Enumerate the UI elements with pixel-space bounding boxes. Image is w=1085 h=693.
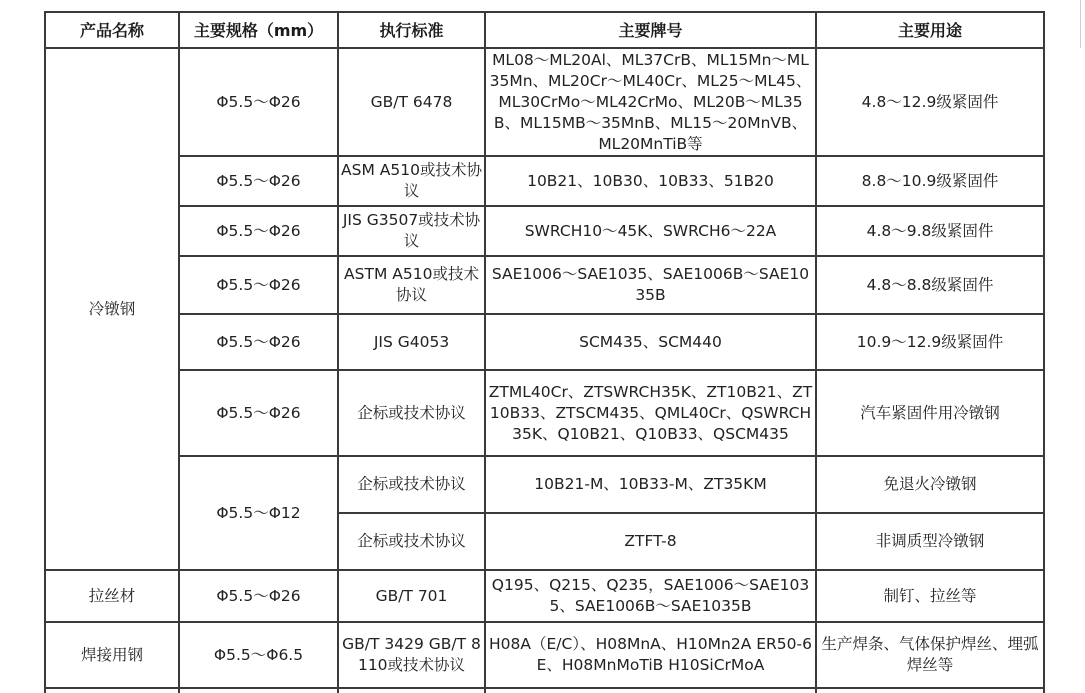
table-row bbox=[45, 456, 1044, 513]
table-header-row bbox=[45, 12, 1044, 48]
group-wire-drawing: 拉丝材 bbox=[45, 570, 179, 622]
cell-grade: ZTML40Cr、ZTSWRCH35K、ZT10B21、ZT10B33、ZTSCM435、QML40Cr、QSWRCH35K、Q10B21、Q10B33、QSCM435 bbox=[485, 370, 816, 456]
table-row bbox=[45, 370, 1044, 456]
cell-use: 4.8～9.8级紧固件 bbox=[816, 206, 1044, 256]
cell-grade: SWRCH10～45K、SWRCH6～22A bbox=[485, 206, 816, 256]
cell-standard: GB/T 3429 GB/T 8110或技术协议 bbox=[338, 622, 485, 688]
cell-grade: H08A（E/C）、H08MnA、H10Mn2A ER50-6E、H08MnMoTiB H10SiCrMoA bbox=[485, 622, 816, 688]
cell-use: 10.9～12.9级紧固件 bbox=[816, 314, 1044, 370]
cell-spec: Φ5.5～Φ26 bbox=[179, 370, 338, 456]
cell-use: 4.8～8.8级紧固件 bbox=[816, 256, 1044, 314]
cell-grade: ZTFT-8 bbox=[485, 513, 816, 570]
cell-spec: Φ5.5～Φ26 bbox=[179, 570, 338, 622]
header-spec: 主要规格（mm） bbox=[179, 12, 338, 48]
cell-use: 免退火冷镦钢 bbox=[816, 456, 1044, 513]
cell-spec: Φ5.5～Φ12 bbox=[179, 456, 338, 570]
cell-spec: Φ5.5～Φ26 bbox=[179, 156, 338, 206]
table-row bbox=[45, 570, 1044, 622]
cell-spec: Φ5.5～Φ26 bbox=[179, 314, 338, 370]
cell-grade: 10B21-M、10B33-M、ZT35KM bbox=[485, 456, 816, 513]
cell-use: 非调质型冷镦钢 bbox=[816, 513, 1044, 570]
product-table bbox=[44, 11, 1045, 693]
cell-spec: Φ5.5～Φ26 bbox=[179, 256, 338, 314]
cell-grade: SAE1006～SAE1035、SAE1006B～SAE1035B bbox=[485, 256, 816, 314]
cell-use: 汽车紧固件用冷镦钢 bbox=[816, 370, 1044, 456]
header-standard: 执行标准 bbox=[338, 12, 485, 48]
cell-grade: 10B21、10B30、10B33、51B20 bbox=[485, 156, 816, 206]
cell-standard: JIS G3507或技术协议 bbox=[338, 206, 485, 256]
table-row-partial bbox=[45, 688, 1044, 693]
header-product-name: 产品名称 bbox=[45, 12, 179, 48]
cell-spec: Φ5.5～Φ6.5 bbox=[179, 622, 338, 688]
cell-standard: ASTM A510或技术协议 bbox=[338, 256, 485, 314]
cell-use: 生产焊条、气体保护焊丝、埋弧焊丝等 bbox=[816, 622, 1044, 688]
cell-grade: ML08～ML20Al、ML37CrB、ML15Mn～ML35Mn、ML20Cr～ML40Cr、ML25～ML45、ML30CrMo～ML42CrMo、ML20B～ML35B、ML15MB～35MnB、ML15～20MnVB、ML20MnTiB等 bbox=[485, 48, 816, 156]
cell-grade: Q195、Q215、Q235，SAE1006～SAE1035、SAE1006B～SAE1035B bbox=[485, 570, 816, 622]
cell-standard: 企标或技术协议 bbox=[338, 513, 485, 570]
cell-standard: GB/T 701 bbox=[338, 570, 485, 622]
cell-use: 8.8～10.9级紧固件 bbox=[816, 156, 1044, 206]
cell-use: 4.8～12.9级紧固件 bbox=[816, 48, 1044, 156]
cell-spec: Φ5.5～Φ26 bbox=[179, 48, 338, 156]
table-row bbox=[45, 48, 1044, 156]
cell-grade: SCM435、SCM440 bbox=[485, 314, 816, 370]
cell-standard: GB/T 6478 bbox=[338, 48, 485, 156]
table-row bbox=[45, 314, 1044, 370]
cell-use: 制钉、拉丝等 bbox=[816, 570, 1044, 622]
cell-standard: JIS G4053 bbox=[338, 314, 485, 370]
cell-standard: ASM A510或技术协议 bbox=[338, 156, 485, 206]
product-table-container bbox=[44, 11, 1043, 693]
table-row bbox=[45, 156, 1044, 206]
cell-spec: Φ5.5～Φ26 bbox=[179, 206, 338, 256]
table-row bbox=[45, 622, 1044, 688]
group-welding: 焊接用钢 bbox=[45, 622, 179, 688]
cell-standard: 企标或技术协议 bbox=[338, 370, 485, 456]
header-use: 主要用途 bbox=[816, 12, 1044, 48]
table-row bbox=[45, 206, 1044, 256]
window-edge bbox=[1080, 0, 1085, 48]
group-cold-heading: 冷镦钢 bbox=[45, 48, 179, 570]
header-grade: 主要牌号 bbox=[485, 12, 816, 48]
table-row bbox=[45, 256, 1044, 314]
cell-standard: 企标或技术协议 bbox=[338, 456, 485, 513]
